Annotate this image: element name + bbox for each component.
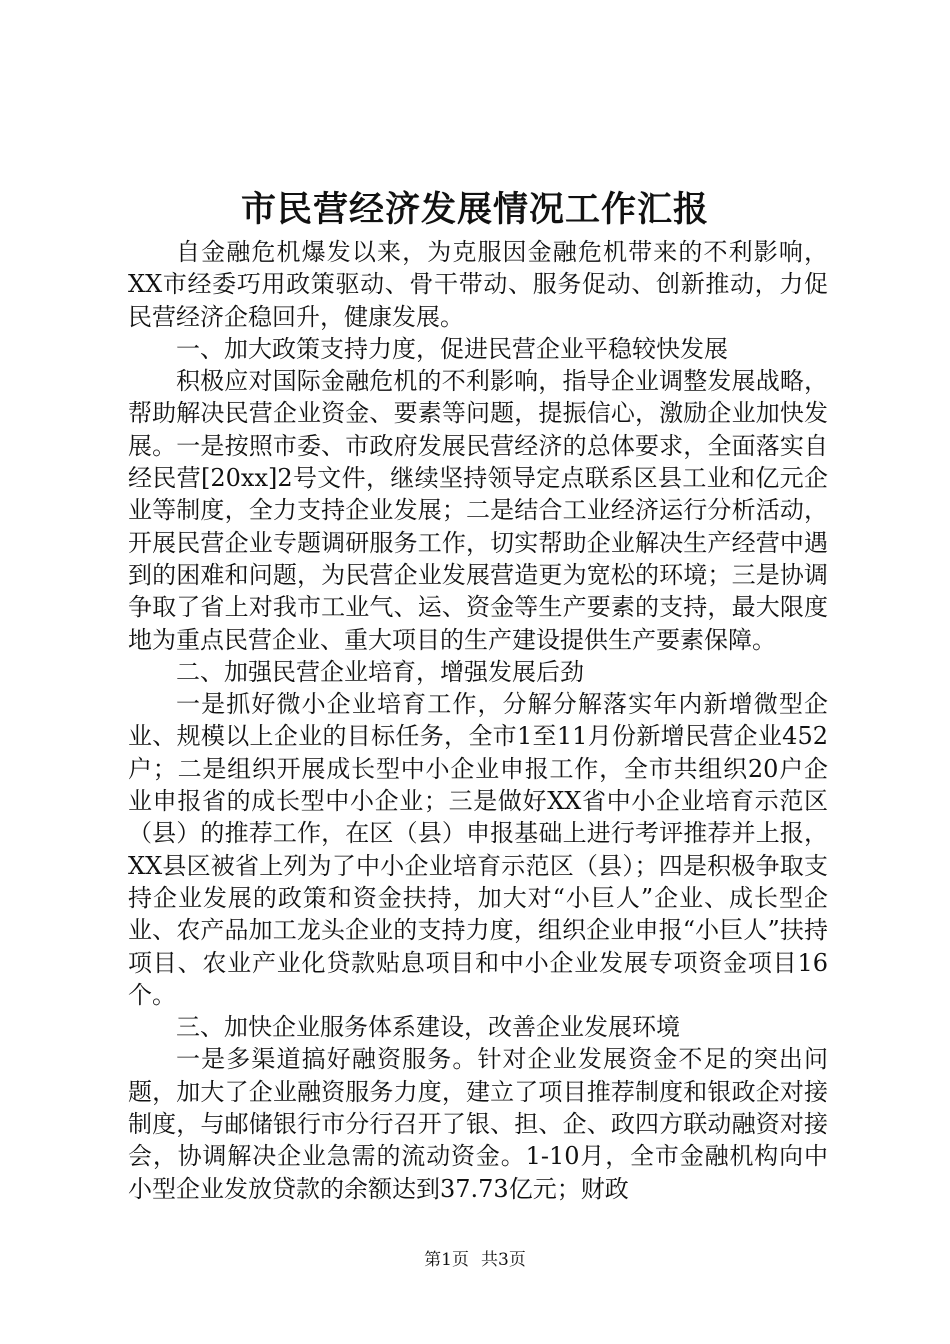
intro-paragraph: 自金融危机爆发以来，为克服因金融危机带来的不利影响，XX市经委巧用政策驱动、骨干带动、服务促动、创新推动，力促民营经济企稳回升，健康发展。 [128, 238, 828, 331]
section-3-paragraph: 一是多渠道搞好融资服务。针对企业发展资金不足的突出问题，加大了企业融资服务力度，建立了项目推荐制度和银政企对接制度，与邮储银行市分行召开了银、担、企、政四方联动融资对接会，协调解决企业急需的流动资金。1-10月，全市金融机构向中小型企业发放贷款的余额达到37.73亿元；财政 [128, 1045, 828, 1203]
document-body [128, 236, 828, 1205]
page-number-current: 第1页 [424, 1250, 469, 1270]
document-title: 市民营经济发展情况工作汇报 [240, 189, 709, 230]
section-heading-1: 一、加大政策支持力度，促进民营企业平稳较快发展 [176, 334, 728, 363]
section-heading-3: 三、加快企业服务体系建设，改善企业发展环境 [176, 1013, 680, 1042]
section-heading-2: 二、加强民营企业培育，增强发展后劲 [176, 657, 584, 686]
page-footer [0, 1245, 950, 1270]
section-1-paragraph: 积极应对国际金融危机的不利影响，指导企业调整发展战略，帮助解决民营企业资金、要素等问题，提振信心，激励企业加快发展。一是按照市委、市政府发展民营经济的总体要求，全面落实自经民营[20xx]2号文件，继续坚持领导定点联系区县工业和亿元企业等制度，全力支持企业发展；二是结合工业经济运行分析活动，开展民营企业专题调研服务工作，切实帮助企业解决生产经营中遇到的困难和问题，为民营企业发展营造更为宽松的环境；三是协调争取了省上对我市工业气、运、资金等生产要素的支持，最大限度地为重点民营企业、重大项目的生产建设提供生产要素保障。 [128, 367, 828, 654]
page-number-total: 共3页 [481, 1250, 526, 1270]
section-2-paragraph: 一是抓好微小企业培育工作，分解分解落实年内新增微型企业、规模以上企业的目标任务，全市1至11月份新增民营企业452户；二是组织开展成长型中小企业申报工作，全市共组织20户企业申报省的成长型中小企业；三是做好XX省中小企业培育示范区（县）的推荐工作，在区（县）申报基础上进行考评推荐并上报，XX县区被省上列为了中小企业培育示范区（县）；四是积极争取支持企业发展的政策和资金扶持，加大对“小巨人”企业、成长型企业、农产品加工龙头企业的支持力度，组织企业申报“小巨人”扶持项目、农业产业化贷款贴息项目和中小企业发展专项资金项目16个。 [128, 690, 828, 1009]
